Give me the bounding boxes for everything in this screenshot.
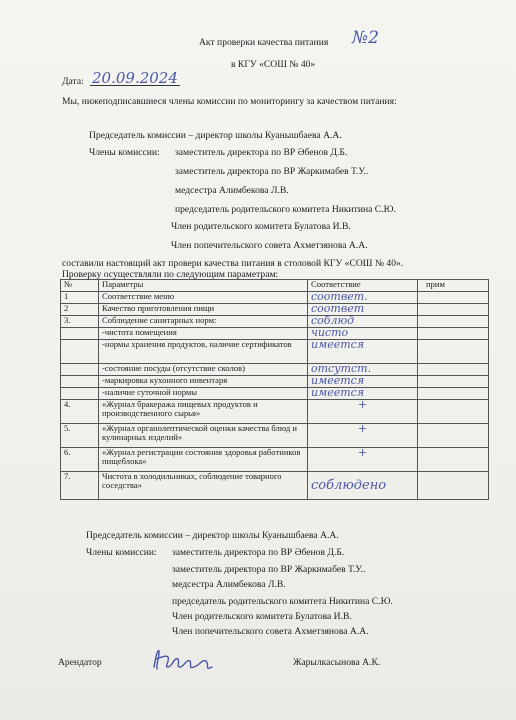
- act-number: №2: [352, 28, 379, 48]
- table-row: [61, 376, 489, 388]
- row-param: -чистота помещения: [99, 328, 308, 340]
- table-row: [61, 448, 489, 472]
- row-value: +: [308, 424, 418, 448]
- row-value: имеется: [308, 388, 418, 400]
- header-num: №: [61, 280, 99, 292]
- row-note: [418, 316, 489, 328]
- row-note: [418, 388, 489, 400]
- row-param: -нормы хранения продуктов, наличие сертификатов: [99, 340, 308, 364]
- row-note: [418, 328, 489, 340]
- handwritten-signature: [150, 645, 220, 675]
- table-row: [61, 364, 489, 376]
- row-num: 7.: [61, 472, 99, 500]
- row-value: чисто: [308, 328, 418, 340]
- table-row: [61, 316, 489, 328]
- row-param: «Журнал регистрации состояния здоровья работников пищеблока»: [99, 448, 308, 472]
- row-value: соответ: [308, 304, 418, 316]
- row-num: 4.: [61, 400, 99, 424]
- row-num: 1: [61, 292, 99, 304]
- date-label: Дата:: [62, 76, 84, 87]
- header-params: Параметры: [99, 280, 308, 292]
- commission-chair-bottom: Председатель комиссии – директор школы Куанышбаева А.А.: [86, 530, 339, 541]
- date-underline: [90, 85, 180, 86]
- intro-text: Мы, нижеподписавшиеся члены комиссии по мониторингу за качеством питания:: [62, 96, 397, 107]
- tenant-label: Арендатор: [58, 657, 102, 668]
- statement-line-1: составили настоящий акт провери качества питания в столовой КГУ «СОШ № 40».: [62, 258, 404, 269]
- commission-chair: Председатель комиссии – директор школы Куанышбаева А.А.: [89, 130, 342, 141]
- row-num: [61, 388, 99, 400]
- row-param: -маркировка кухонного инвентаря: [99, 376, 308, 388]
- table-row: [61, 424, 489, 448]
- row-num: 6.: [61, 448, 99, 472]
- row-num: [61, 328, 99, 340]
- row-param: Чистота в холодильниках, соблюдение товарного соседства»: [99, 472, 308, 500]
- table-row: [61, 472, 489, 500]
- row-note: [418, 472, 489, 500]
- row-value: +: [308, 448, 418, 472]
- tenant-name: Жарылкасынова А.К.: [293, 657, 381, 668]
- row-param: Качество приготовления пищи: [99, 304, 308, 316]
- member-5: Член родительского комитета Булатова И.В.: [171, 221, 351, 232]
- table-header-row: [61, 280, 489, 292]
- row-num: 3.: [61, 316, 99, 328]
- row-value: отсутст.: [308, 364, 418, 376]
- row-param: -наличие суточной нормы: [99, 388, 308, 400]
- row-note: [418, 304, 489, 316]
- member-6: Член попечительского совета Ахметзянова А.А.: [171, 240, 368, 251]
- row-param: -состояние посуды (отсутствие сколов): [99, 364, 308, 376]
- members-label-bottom: Члены комиссии:: [86, 547, 157, 558]
- parameters-table: [60, 279, 489, 500]
- table-row: [61, 292, 489, 304]
- document-title: Акт проверки качества питания: [199, 37, 329, 48]
- statement-line-2: Проверку осуществляли по следующим параметрам:: [62, 269, 279, 280]
- member-2: заместитель директора по ВР Жаркимабев Т.У..: [175, 166, 369, 177]
- row-num: [61, 364, 99, 376]
- row-note: [418, 376, 489, 388]
- member-4: председатель родительского комитета Никитина С.Ю.: [175, 204, 396, 215]
- member-3: медсестра Алимбекова Л.В.: [175, 185, 289, 196]
- member-4-bottom: председатель родительского комитета Никитина С.Ю.: [172, 596, 393, 607]
- members-label: Члены комиссии:: [89, 147, 160, 158]
- row-note: [418, 292, 489, 304]
- member-2-bottom: заместитель директора по ВР Жаркимабев Т.У..: [172, 564, 366, 575]
- member-5-bottom: Член родительского комитета Булатова И.В.: [172, 611, 352, 622]
- member-1: заместитель директора по ВР Әбенов Д.Б.: [175, 147, 348, 158]
- row-note: [418, 364, 489, 376]
- row-num: [61, 340, 99, 364]
- row-note: [418, 448, 489, 472]
- row-num: [61, 376, 99, 388]
- row-value: соблюд: [308, 316, 418, 328]
- table-row: [61, 388, 489, 400]
- member-3-bottom: медсестра Алимбекова Л.В.: [172, 579, 286, 590]
- table-row: [61, 400, 489, 424]
- row-value: имеется: [308, 340, 418, 364]
- member-6-bottom: Член попечительского совета Ахметзянова А.А.: [172, 626, 369, 637]
- row-note: [418, 424, 489, 448]
- row-num: 2: [61, 304, 99, 316]
- row-param: Соответствие меню: [99, 292, 308, 304]
- table-row: [61, 340, 489, 364]
- row-num: 5.: [61, 424, 99, 448]
- row-value: имеется: [308, 376, 418, 388]
- row-param: Соблюдение санитарных норм:: [99, 316, 308, 328]
- row-note: [418, 400, 489, 424]
- row-param: «Журнал органолептической оценки качества блюд и кулинарных изделий»: [99, 424, 308, 448]
- date-value: 20.09.2024: [92, 69, 178, 87]
- header-note: прим: [418, 280, 489, 292]
- table-row: [61, 304, 489, 316]
- header-compliance: Соответствие: [308, 280, 418, 292]
- school-name: в КГУ «СОШ № 40»: [231, 59, 316, 70]
- row-value: +: [308, 400, 418, 424]
- member-1-bottom: заместитель директора по ВР Әбенов Д.Б.: [172, 547, 345, 558]
- table-row: [61, 328, 489, 340]
- row-note: [418, 340, 489, 364]
- row-value: соблюдено: [308, 472, 418, 500]
- row-param: «Журнал бракеража пищевых продуктов и производственного сырья»: [99, 400, 308, 424]
- row-value: соответ.: [308, 292, 418, 304]
